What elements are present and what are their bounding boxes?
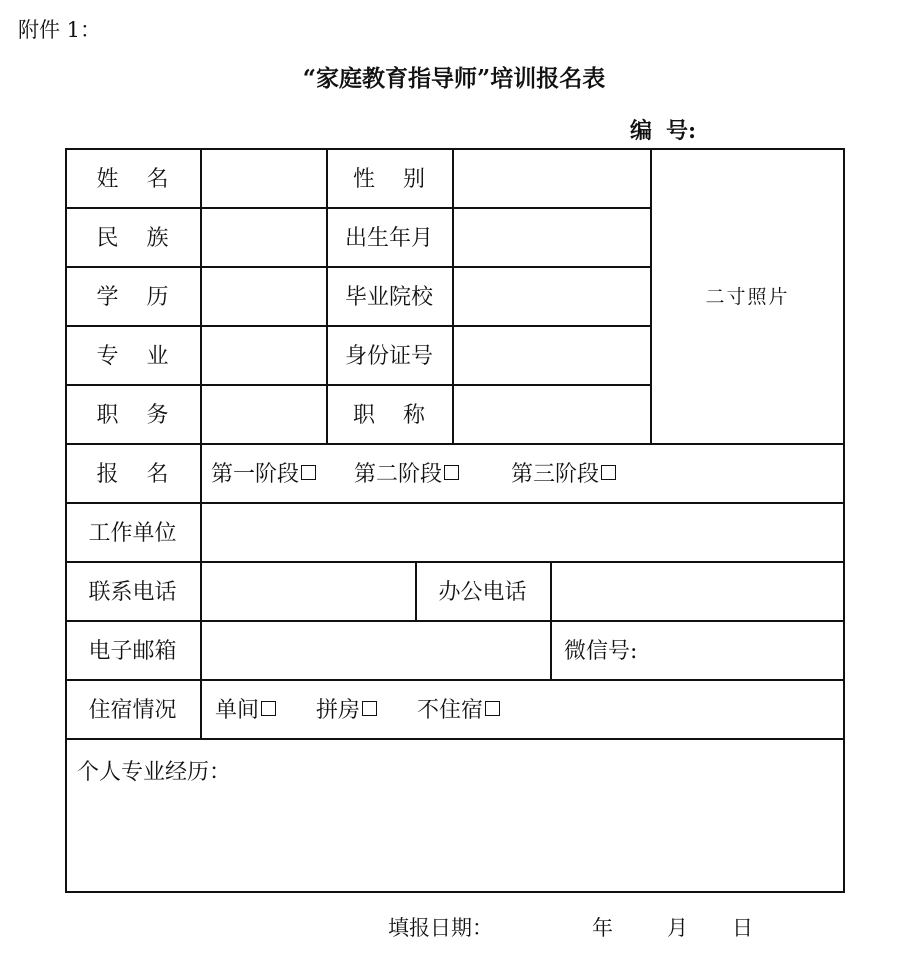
- experience-label: 个人专业经历：: [77, 759, 232, 785]
- id-number-label: 身份证号: [344, 344, 433, 369]
- wechat-label: 微信号:: [564, 639, 638, 664]
- position-field[interactable]: [202, 384, 326, 443]
- school-label: 毕业院校: [344, 285, 433, 310]
- email-label: 电子邮箱: [88, 639, 177, 664]
- workplace-field[interactable]: [202, 502, 843, 561]
- workplace-label: 工作单位: [88, 521, 177, 546]
- office-phone-field[interactable]: [552, 561, 843, 620]
- office-phone-label: 办公电话: [438, 580, 527, 605]
- email-field[interactable]: [202, 620, 550, 679]
- experience-field[interactable]: [77, 792, 833, 886]
- position-label: 职 务: [96, 403, 169, 428]
- photo-placeholder[interactable]: 二寸照片: [705, 286, 790, 308]
- phone-label: 联系电话: [88, 580, 177, 605]
- job-title-label: 职 称: [352, 403, 426, 428]
- stage-options: [211, 443, 831, 502]
- fill-date-year: 年: [592, 916, 613, 940]
- registration-form: [65, 148, 845, 893]
- name-field[interactable]: [202, 148, 326, 207]
- checkbox-icon: [362, 701, 377, 716]
- major-field[interactable]: [202, 325, 326, 384]
- major-label: 专 业: [96, 344, 169, 369]
- id-number-field[interactable]: [454, 325, 650, 384]
- table-line: [843, 148, 845, 893]
- form-title: “家庭教育指导师”培训报名表: [302, 65, 606, 92]
- ethnicity-label: 民 族: [96, 226, 169, 251]
- gender-label: 性 别: [352, 167, 426, 192]
- checkbox-icon: [301, 465, 316, 480]
- checkbox-icon: [444, 465, 459, 480]
- birth-field[interactable]: [454, 207, 650, 266]
- school-field[interactable]: [454, 266, 650, 325]
- ethnicity-field[interactable]: [202, 207, 326, 266]
- checkbox-icon: [485, 701, 500, 716]
- checkbox-icon: [601, 465, 616, 480]
- lodging-options: [215, 679, 835, 738]
- lodging-none-checkbox[interactable]: 不住宿: [417, 693, 500, 724]
- lodging-shared-checkbox[interactable]: 拼房: [316, 693, 377, 724]
- fill-date-month: 月: [667, 916, 688, 940]
- birth-label: 出生年月: [344, 226, 433, 251]
- lodging-single-checkbox[interactable]: 单间: [215, 693, 276, 724]
- job-title-field[interactable]: [454, 384, 650, 443]
- stage-3-checkbox[interactable]: 第三阶段: [511, 457, 616, 488]
- name-label: 姓 名: [96, 167, 169, 192]
- table-line: [65, 891, 845, 893]
- table-line: [65, 738, 845, 740]
- fill-date-day: 日: [732, 916, 753, 940]
- education-label: 学 历: [96, 285, 169, 310]
- phone-field[interactable]: [202, 561, 415, 620]
- attachment-label: 附件 1：: [18, 18, 102, 42]
- gender-field[interactable]: [454, 148, 650, 207]
- education-field[interactable]: [202, 266, 326, 325]
- serial-number-label: 编 号:: [630, 118, 697, 144]
- checkbox-icon: [261, 701, 276, 716]
- stage-2-checkbox[interactable]: 第二阶段: [354, 457, 459, 488]
- stage-1-checkbox[interactable]: 第一阶段: [211, 457, 316, 488]
- fill-date-label: 填报日期：: [388, 916, 493, 940]
- lodging-label: 住宿情况: [88, 698, 177, 723]
- wechat-field[interactable]: [655, 620, 843, 679]
- signup-label: 报 名: [96, 462, 169, 487]
